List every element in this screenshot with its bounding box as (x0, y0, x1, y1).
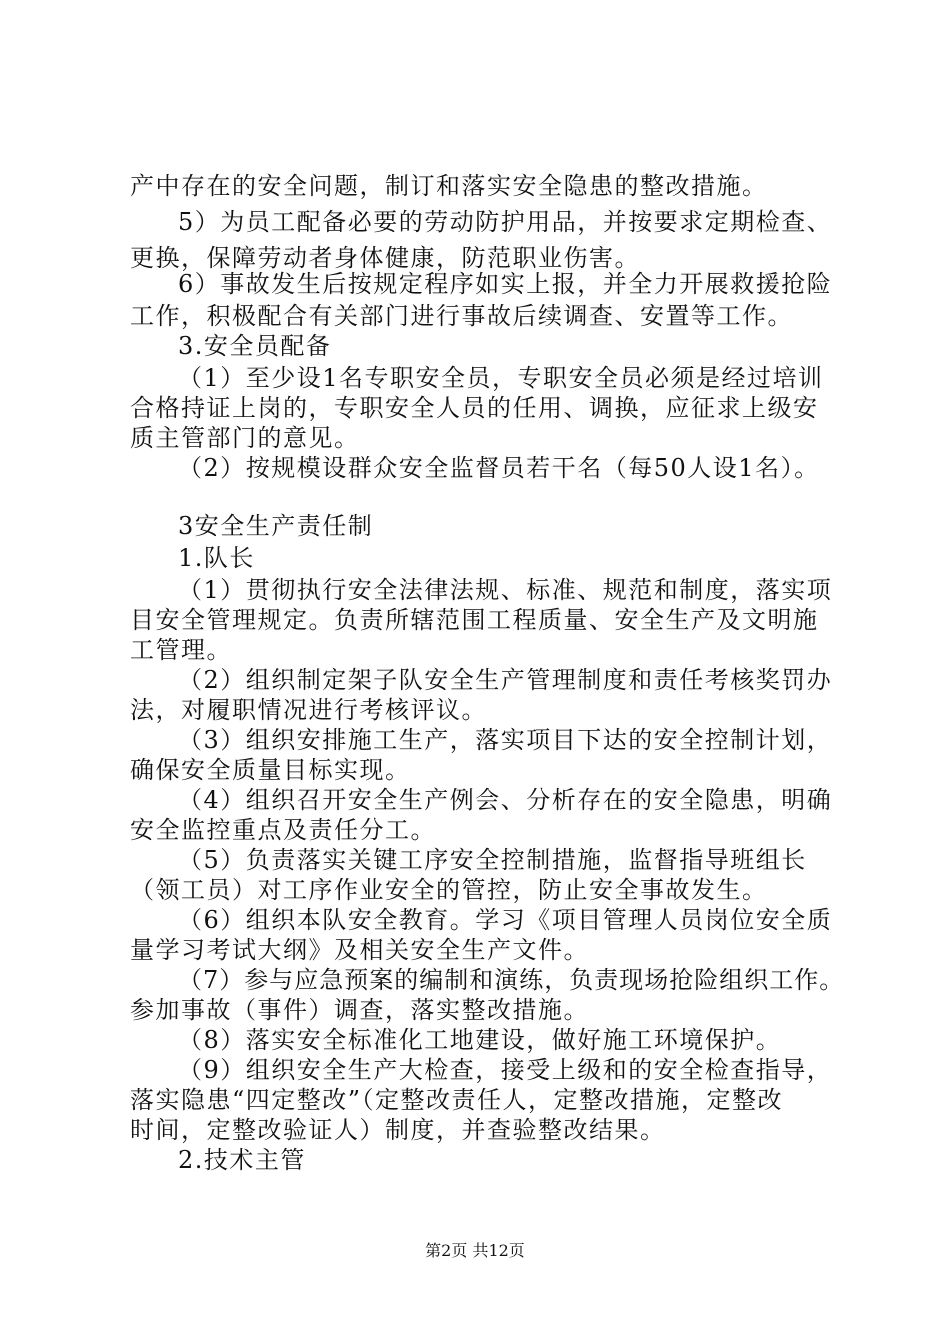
text-line: 5）为员工配备必要的劳动防护用品，并按要求定期检查、 (178, 208, 833, 236)
text-line: 目安全管理规定。负责所辖范围工程质量、安全生产及文明施 (130, 606, 819, 634)
text-line: 确保安全质量目标实现。 (130, 756, 411, 784)
subsection-heading: 1.队长 (178, 544, 255, 572)
text-line: （1）至少设1名专职安全员，专职安全员必须是经过培训 (178, 364, 824, 392)
text-line: 量学习考试大纲》及相关安全生产文件。 (130, 936, 589, 964)
subsection-heading: 2.技术主管 (178, 1146, 306, 1174)
text-line: 产中存在的安全问题，制订和落实安全隐患的整改措施。 (130, 172, 768, 200)
text-line: （5）负责落实关键工序安全控制措施，监督指导班组长 (178, 846, 807, 874)
text-line: 落实隐患“四定整改”（定整改责任人，定整改措施，定整改 (130, 1086, 784, 1114)
text-line: 质主管部门的意见。 (130, 424, 360, 452)
text-line: 安全监控重点及责任分工。 (130, 816, 436, 844)
text-line: （2）按规模设群众安全监督员若干名（每50人设1名）。 (178, 454, 820, 482)
text-line: （2）组织制定架子队安全生产管理制度和责任考核奖罚办 (178, 666, 833, 694)
text-line: 合格持证上岗的，专职安全人员的任用、调换，应征求上级安 (130, 394, 819, 422)
text-line: （4）组织召开安全生产例会、分析存在的安全隐患，明确 (178, 786, 833, 814)
text-line: 工管理。 (130, 636, 232, 664)
text-line: 法，对履职情况进行考核评议。 (130, 696, 487, 724)
page-number-footer: 第2页 共12页 (425, 1241, 525, 1260)
text-line: （3）组织安排施工生产，落实项目下达的安全控制计划， (178, 726, 833, 754)
text-line: （领工员）对工序作业安全的管控，防止安全事故发生。 (130, 876, 768, 904)
text-line: 参加事故（事件）调查，落实整改措施。 (130, 996, 589, 1024)
text-line: （1）贯彻执行安全法律法规、标准、规范和制度，落实项 (178, 576, 833, 604)
text-line: 工作，积极配合有关部门进行事故后续调查、安置等工作。 (130, 302, 793, 330)
text-line: （6）组织本队安全教育。学习《项目管理人员岗位安全质 (178, 906, 833, 934)
section-heading: 3.安全员配备 (178, 332, 332, 360)
text-line: 6）事故发生后按规定程序如实上报，并全力开展救援抢险 (178, 270, 833, 298)
text-line: （7）参与应急预案的编制和演练，负责现场抢险组织工作。 (178, 966, 845, 994)
text-line: （9）组织安全生产大检查，接受上级和的安全检查指导， (178, 1056, 833, 1084)
text-line: （8）落实安全标准化工地建设，做好施工环境保护。 (178, 1026, 782, 1054)
text-line: 更换，保障劳动者身体健康，防范职业伤害。 (130, 244, 640, 272)
text-line: 时间，定整改验证人）制度，并查验整改结果。 (130, 1116, 666, 1144)
section-heading: 3安全生产责任制 (178, 512, 374, 540)
